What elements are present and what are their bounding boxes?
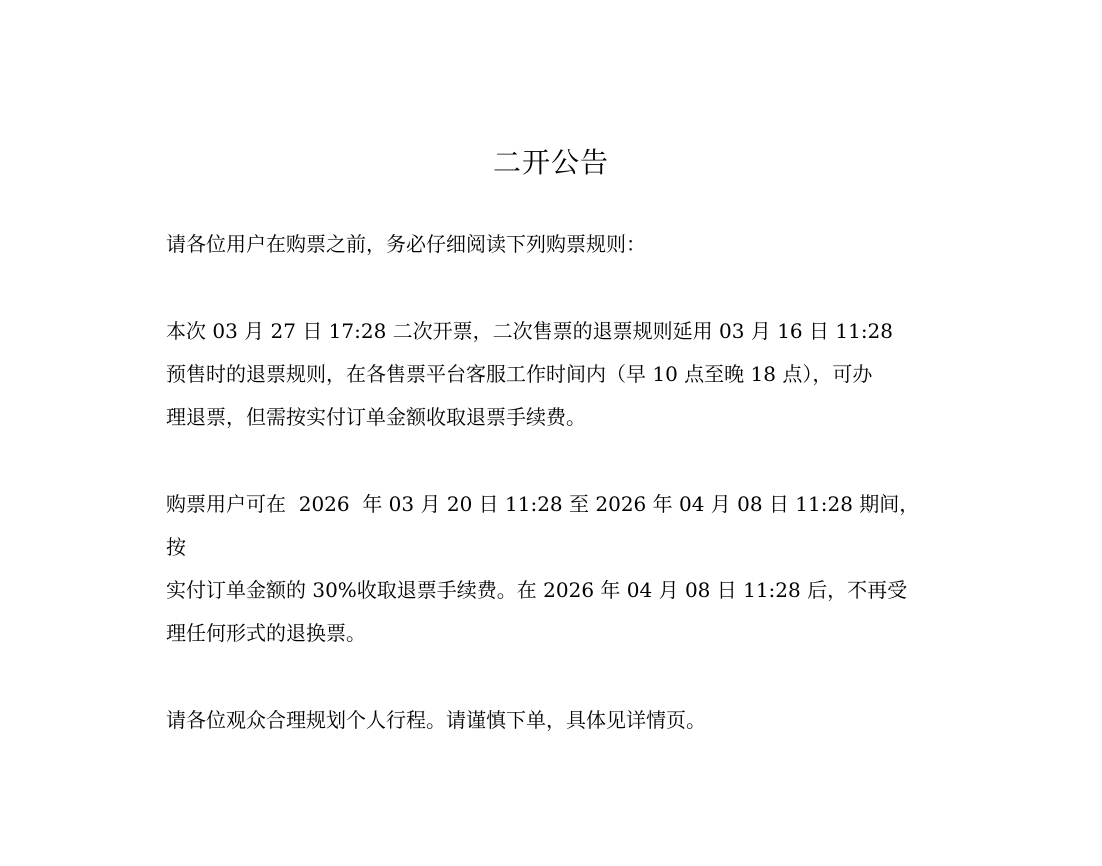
notice-body xyxy=(166,223,936,742)
paragraph-spacer xyxy=(166,266,936,310)
paragraph-spacer xyxy=(166,439,936,483)
page-title: 二开公告 xyxy=(492,146,609,179)
paragraph-spacer xyxy=(166,655,936,699)
intro-paragraph: 请各位用户在购票之前，务必仔细阅读下列购票规则： xyxy=(166,232,646,256)
closing-paragraph: 请各位观众合理规划个人行程。请谨慎下单，具体见详情页。 xyxy=(166,708,706,732)
resale-refund-paragraph: 本次 03 月 27 日 17:28 二次开票，二次售票的退票规则延用 03 月 16 日 11:28 预售时的退票规则，在各售票平台客服工作时间内（早 10 点至晚 18 点），可办 理退票，但需按实付订单金额收取退票手续费。 xyxy=(166,319,894,429)
refund-fee-paragraph: 购票用户可在 2026 年 03 月 20 日 11:28 至 2026 年 04 月 08 日 11:28 期间，按 实付订单金额的 30%收取退票手续费。在 2026 年 04 月 08 日 11:28 后，不再受 理任何形式的退换票。 xyxy=(166,492,920,645)
